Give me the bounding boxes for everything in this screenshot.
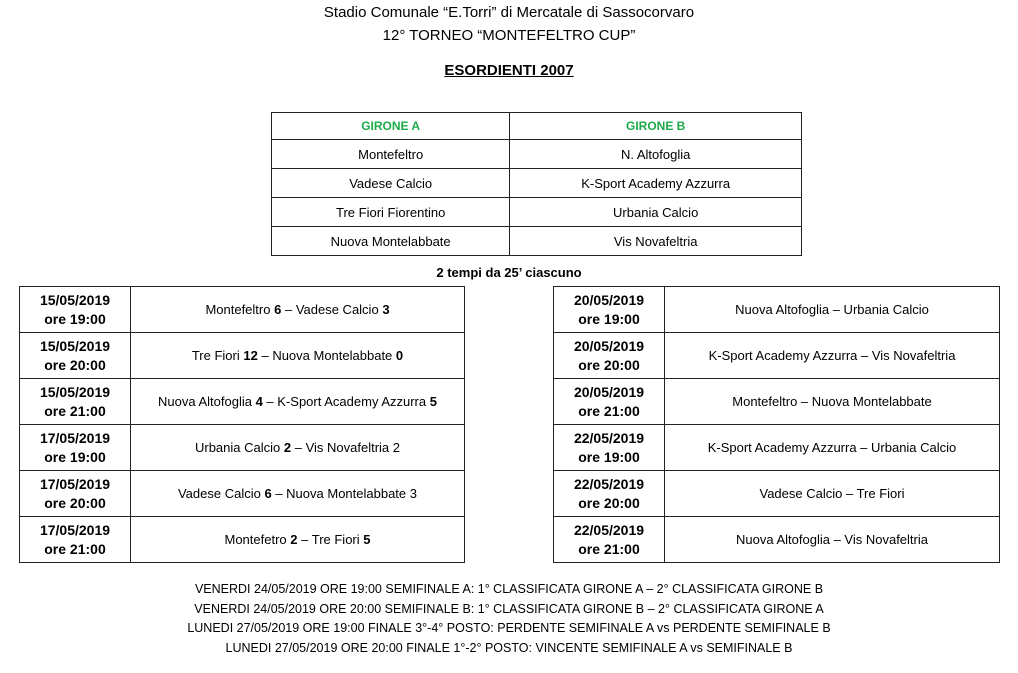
match-datetime <box>20 425 131 471</box>
match-date: 15/05/2019 <box>39 383 111 400</box>
group-a-team: Tre Fiori Fiorentino <box>272 198 510 227</box>
home-team: Tre Fiori <box>191 347 240 363</box>
away-score: 3 <box>409 485 418 501</box>
group-b-team: N. Altofoglia <box>510 140 802 169</box>
away-team: Vadese Calcio <box>295 301 379 317</box>
away-team: Nuova Montelabbate <box>272 347 393 363</box>
table-row <box>20 379 465 425</box>
final-3-4-line: LUNEDI 27/05/2019 ORE 19:00 FINALE 3°-4° POSTO: PERDENTE SEMIFINALE A vs PERDENTE SEMIFINALE B <box>187 621 831 635</box>
match-time: ore 21:00 <box>44 540 106 557</box>
home-team: Urbania Calcio <box>194 439 281 455</box>
table-row <box>272 227 802 256</box>
table-row <box>272 169 802 198</box>
match-datetime <box>20 333 131 379</box>
match-time: ore 20:00 <box>44 356 106 373</box>
finals-section <box>0 580 1018 658</box>
match-result <box>131 471 465 517</box>
match-time: ore 19:00 <box>44 448 106 465</box>
home-score: 12 <box>243 347 258 363</box>
score-separator: – <box>271 485 287 501</box>
stadium-title: Stadio Comunale “E.Torri” di Mercatale di Sassocorvaro <box>323 4 695 21</box>
match-time: ore 21:00 <box>578 402 640 419</box>
semifinal-a-line: VENERDI 24/05/2019 ORE 19:00 SEMIFINALE A: 1° CLASSIFICATA GIRONE A – 2° CLASSIFICATA GIRONE B <box>194 582 824 596</box>
groups-table <box>271 112 802 256</box>
home-score: 2 <box>283 439 292 455</box>
score-separator: – <box>257 347 273 363</box>
match-fixture: K-Sport Academy Azzurra – Vis Novafeltria <box>665 333 1000 379</box>
match-time: ore 19:00 <box>44 310 106 327</box>
match-result <box>131 379 465 425</box>
home-team: Montefeltro <box>205 301 271 317</box>
match-duration-note: 2 tempi da 25’ ciascuno <box>436 265 582 280</box>
tournament-title: 12° TORNEO “MONTEFELTRO CUP” <box>382 27 636 44</box>
match-date: 17/05/2019 <box>39 429 111 446</box>
away-team: Vis Novafeltria <box>305 439 390 455</box>
away-team: Nuova Montelabbate <box>286 485 407 501</box>
category-title: ESORDIENTI 2007 <box>444 62 574 79</box>
match-time: ore 21:00 <box>44 402 106 419</box>
match-datetime <box>554 425 665 471</box>
match-result <box>131 287 465 333</box>
home-score: 2 <box>290 531 298 547</box>
score-separator: – <box>291 439 306 455</box>
away-team: Tre Fiori <box>311 531 360 547</box>
schedule-table-right <box>553 286 1000 563</box>
match-date: 15/05/2019 <box>39 291 111 308</box>
match-fixture: Nuova Altofoglia – Vis Novafeltria <box>665 517 1000 563</box>
table-row <box>20 471 465 517</box>
match-datetime <box>20 379 131 425</box>
away-score: 5 <box>363 531 371 547</box>
table-row <box>20 425 465 471</box>
table-row <box>20 287 465 333</box>
match-datetime <box>554 517 665 563</box>
match-date: 20/05/2019 <box>573 337 645 354</box>
away-team: K-Sport Academy Azzurra <box>277 393 427 409</box>
home-team: Montefetro <box>224 531 287 547</box>
match-result <box>131 425 465 471</box>
away-score: 2 <box>392 439 401 455</box>
match-fixture: Montefeltro – Nuova Montelabbate <box>665 379 1000 425</box>
match-result <box>131 333 465 379</box>
match-fixture: Vadese Calcio – Tre Fiori <box>665 471 1000 517</box>
match-datetime <box>554 333 665 379</box>
semifinal-b-line: VENERDI 24/05/2019 ORE 20:00 SEMIFINALE B: 1° CLASSIFICATA GIRONE B – 2° CLASSIFICATA GIRONE A <box>194 601 824 616</box>
group-a-team: Vadese Calcio <box>272 169 510 198</box>
group-a-team: Montefeltro <box>272 140 510 169</box>
match-time: ore 20:00 <box>578 494 640 511</box>
home-team: Nuova Altofoglia <box>158 393 252 409</box>
match-date: 17/05/2019 <box>39 475 111 492</box>
away-score: 5 <box>429 393 437 409</box>
table-row <box>554 287 1000 333</box>
table-row <box>554 471 1000 517</box>
match-fixture: K-Sport Academy Azzurra – Urbania Calcio <box>665 425 1000 471</box>
match-date: 22/05/2019 <box>573 475 645 492</box>
score-separator: – <box>281 301 296 317</box>
table-row <box>554 517 1000 563</box>
table-row <box>20 333 465 379</box>
match-time: ore 19:00 <box>578 310 640 327</box>
match-date: 17/05/2019 <box>39 521 111 538</box>
match-result <box>131 517 465 563</box>
home-score: 4 <box>255 393 263 409</box>
away-score: 0 <box>395 347 404 363</box>
match-time: ore 20:00 <box>44 494 106 511</box>
away-score: 3 <box>382 301 390 317</box>
group-b-team: Vis Novafeltria <box>510 227 802 256</box>
home-team: Vadese Calcio <box>177 485 261 501</box>
group-b-team: Urbania Calcio <box>510 198 802 227</box>
table-row <box>554 379 1000 425</box>
match-fixture: Nuova Altofoglia – Urbania Calcio <box>665 287 1000 333</box>
score-separator: – <box>262 393 278 409</box>
group-a-header: GIRONE A <box>272 113 510 140</box>
match-date: 20/05/2019 <box>573 291 645 308</box>
group-b-team: K-Sport Academy Azzurra <box>510 169 802 198</box>
table-row <box>554 333 1000 379</box>
match-date: 22/05/2019 <box>573 521 645 538</box>
match-datetime <box>554 471 665 517</box>
match-time: ore 20:00 <box>578 356 640 373</box>
final-1-2-line: LUNEDI 27/05/2019 ORE 20:00 FINALE 1°-2° POSTO: VINCENTE SEMIFINALE A vs SEMIFINALE B <box>225 640 793 655</box>
table-row <box>272 140 802 169</box>
match-time: ore 19:00 <box>578 448 640 465</box>
score-separator: – <box>297 531 312 547</box>
match-date: 22/05/2019 <box>573 429 645 446</box>
match-datetime <box>20 517 131 563</box>
table-row <box>20 517 465 563</box>
match-date: 20/05/2019 <box>573 383 645 400</box>
match-datetime <box>20 287 131 333</box>
group-b-header: GIRONE B <box>510 113 802 140</box>
match-time: ore 21:00 <box>578 540 640 557</box>
group-a-team: Nuova Montelabbate <box>272 227 510 256</box>
groups-header-row <box>272 113 802 140</box>
table-row <box>272 198 802 227</box>
home-score: 6 <box>274 301 282 317</box>
match-datetime <box>554 379 665 425</box>
match-datetime <box>554 287 665 333</box>
schedule-table-left <box>19 286 465 563</box>
match-datetime <box>20 471 131 517</box>
home-score: 6 <box>264 485 272 501</box>
match-date: 15/05/2019 <box>39 337 111 354</box>
table-row <box>554 425 1000 471</box>
